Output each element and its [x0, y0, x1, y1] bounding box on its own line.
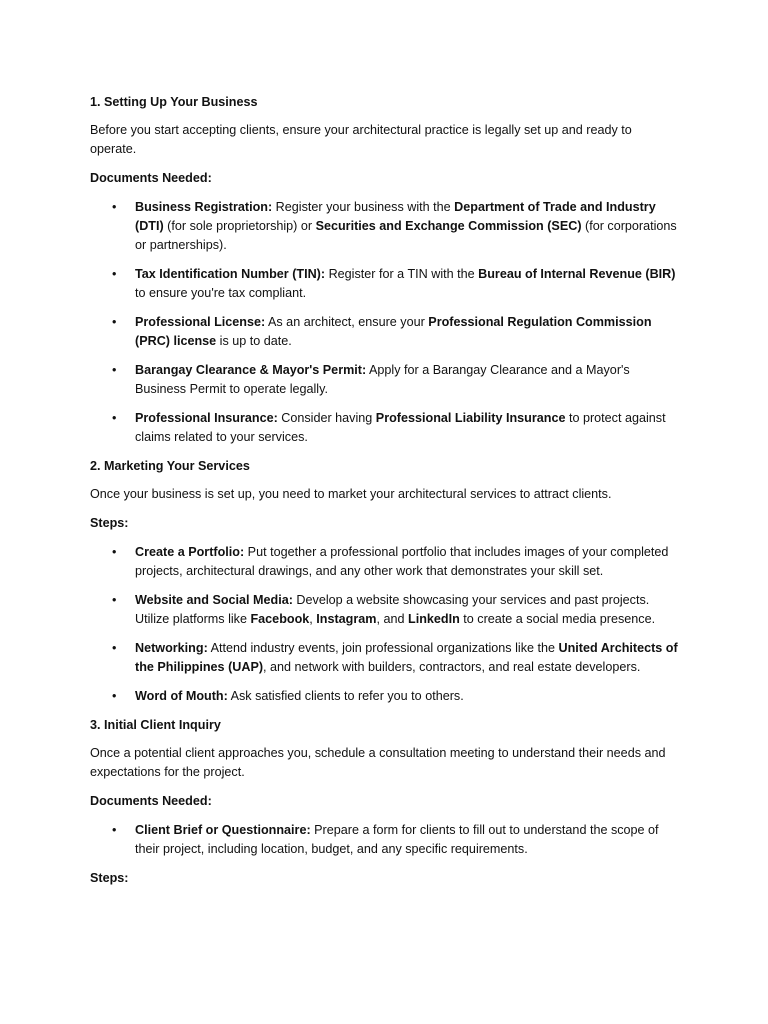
list-label: Documents Needed:	[90, 794, 212, 808]
body-text: to create a social media presence.	[459, 612, 656, 626]
body-text: Consider having	[277, 411, 376, 425]
bold-text: Facebook	[250, 612, 310, 626]
bold-text: United Architects of the Philippines (UAP)	[135, 641, 678, 674]
body-text: , and network with builders, contractors, and real estate developers.	[263, 660, 641, 674]
section-intro: Before you start accepting clients, ensure your architectural practice is legally set up and ready to operate.	[90, 123, 632, 156]
list-item	[90, 409, 678, 447]
bold-text: Securities and Exchange Commission (SEC)	[315, 219, 582, 233]
section-intro: Once your business is set up, you need to market your architectural services to attract clients.	[90, 487, 612, 501]
body-text: to ensure you're tax compliant.	[135, 286, 307, 300]
section-heading: 2. Marketing Your Services	[90, 459, 250, 473]
list-item	[90, 265, 678, 303]
list-item	[90, 361, 678, 399]
body-text: to protect against claims related to your services.	[135, 411, 666, 444]
bold-text: Tax Identification Number (TIN):	[135, 267, 326, 281]
bold-text: Professional Insurance:	[135, 411, 278, 425]
bullet-icon: •	[112, 689, 117, 703]
bold-text: Word of Mouth:	[135, 689, 228, 703]
bullet-icon: •	[112, 200, 117, 214]
section-heading: 1. Setting Up Your Business	[90, 95, 258, 109]
body-text: Attend industry events, join professional organizations like the	[207, 641, 559, 655]
body-text: Develop a website showcasing your services and past projects. Utilize platforms like	[135, 593, 650, 626]
body-text: is up to date.	[216, 334, 292, 348]
bullet-icon: •	[112, 363, 117, 377]
bullet-icon: •	[112, 641, 117, 655]
bold-text: Website and Social Media:	[135, 593, 293, 607]
list-item	[90, 687, 678, 706]
bold-text: Professional Regulation Commission (PRC) license	[135, 315, 652, 348]
body-text: As an architect, ensure your	[265, 315, 429, 329]
body-text: Put together a professional portfolio that includes images of your completed projects, architectural drawings, and any other work that demonstrates your skill set.	[135, 545, 669, 578]
list-label: Steps:	[90, 871, 129, 885]
bold-text: Professional Liability Insurance	[375, 411, 566, 425]
bullet-list	[90, 198, 678, 447]
bold-text: Networking:	[135, 641, 208, 655]
list-label: Steps:	[90, 516, 129, 530]
bullet-list	[90, 821, 678, 859]
body-text: , and	[376, 612, 408, 626]
bold-text: Barangay Clearance & Mayor's Permit:	[135, 363, 367, 377]
body-text: (for corporations or partnerships).	[135, 219, 677, 252]
bold-text: Create a Portfolio:	[135, 545, 245, 559]
bullet-icon: •	[112, 411, 117, 425]
bold-text: Client Brief or Questionnaire:	[135, 823, 311, 837]
bold-text: Department of Trade and Industry (DTI)	[135, 200, 656, 233]
section-intro: Once a potential client approaches you, schedule a consultation meeting to understand their needs and expectations for the project.	[90, 746, 666, 779]
body-text: Register for a TIN with the	[325, 267, 479, 281]
body-text: Apply for a Barangay Clearance and a Mayor's Business Permit to operate legally.	[135, 363, 630, 396]
bullet-icon: •	[112, 545, 117, 559]
list-item	[90, 313, 678, 351]
section-heading: 3. Initial Client Inquiry	[90, 718, 221, 732]
body-text: Register your business with the	[272, 200, 455, 214]
body-text: ,	[309, 612, 317, 626]
bold-text: Business Registration:	[135, 200, 273, 214]
bullet-icon: •	[112, 823, 117, 837]
bullet-icon: •	[112, 315, 117, 329]
bold-text: Bureau of Internal Revenue (BIR)	[478, 267, 676, 281]
bold-text: Professional License:	[135, 315, 266, 329]
bullet-icon: •	[112, 267, 117, 281]
body-text: Prepare a form for clients to fill out to understand the scope of their project, including location, budget, and any specific requirements.	[135, 823, 659, 856]
body-text: (for sole proprietorship) or	[163, 219, 316, 233]
list-item	[90, 198, 678, 255]
bold-text: Instagram	[316, 612, 377, 626]
list-item	[90, 821, 678, 859]
bold-text: LinkedIn	[408, 612, 460, 626]
body-text: Ask satisfied clients to refer you to others.	[227, 689, 464, 703]
list-item	[90, 591, 678, 629]
list-label: Documents Needed:	[90, 171, 212, 185]
list-item	[90, 639, 678, 677]
bullet-icon: •	[112, 593, 117, 607]
bullet-list	[90, 543, 678, 706]
list-item	[90, 543, 678, 581]
